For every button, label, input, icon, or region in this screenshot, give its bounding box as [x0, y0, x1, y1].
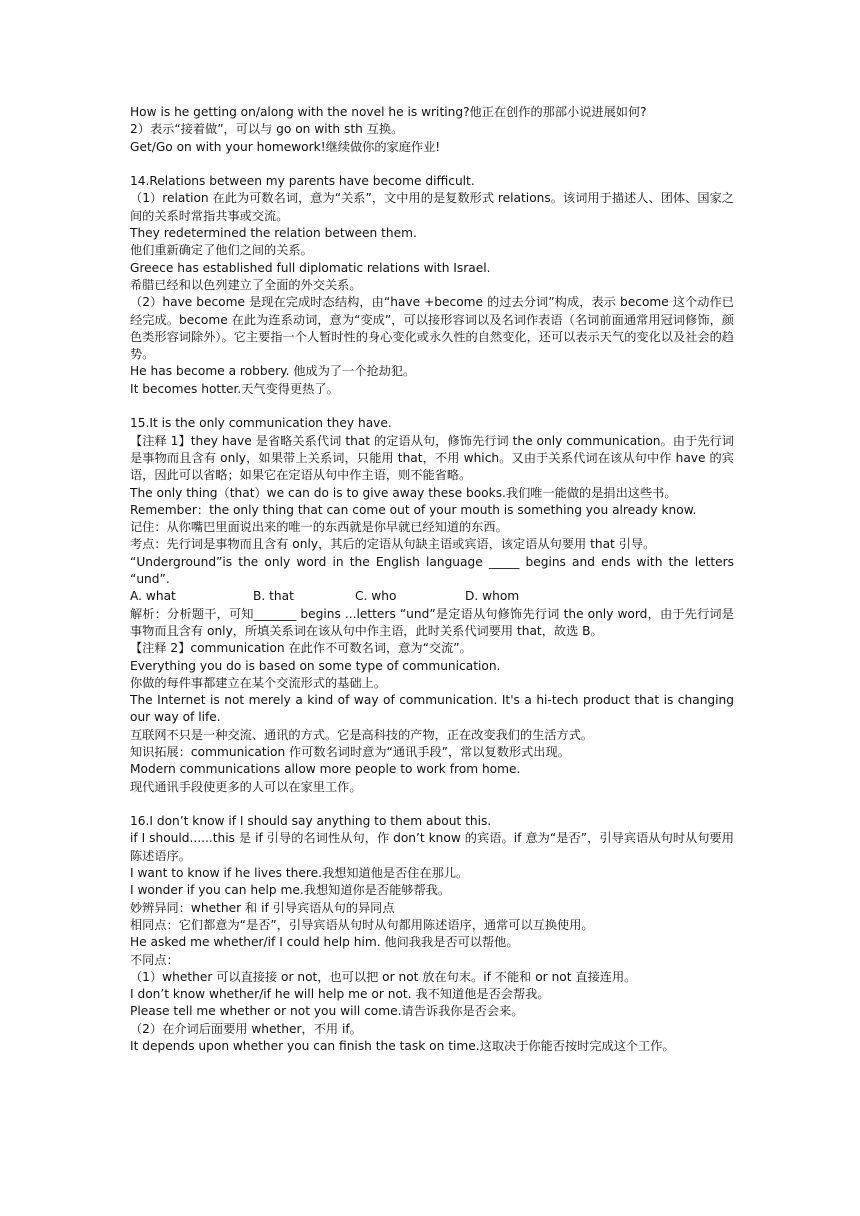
- text-paragraph: （2）have become 是现在完成时态结构，由“have +become 的过去分词”构成，表示 become 这个动作已经完成。become 在此为连系动词，意为“变成”，可以接形容词以及名词作表语（名词前面通常用冠词修饰，颜色类形容词除外）。它主要指一个人暂时性的身心变化或永久性的自然变化，还可以表示天气的变化以及社会的趋势。: [130, 295, 734, 362]
- text-line: It depends upon whether you can finish the task on time.这取决于你能否按时完成这个工作。: [130, 1039, 675, 1054]
- text-line: 不同点：: [130, 952, 179, 967]
- text-line: （2）在介词后面要用 whether，不用 if。: [130, 1021, 362, 1036]
- section-heading-16: 16.I don’t know if I should say anything to them about this.: [130, 814, 492, 829]
- text-line: （1）whether 可以直接接 or not，也可以把 or not 放在句末。if 不能和 or not 直接连用。: [130, 969, 637, 984]
- text-line: 互联网不只是一种交流、通讯的方式。它是高科技的产物，正在改变我们的生活方式。: [130, 727, 594, 742]
- option-d: D. whom: [465, 589, 520, 604]
- text-line: I want to know if he lives there.我想知道他是否住在那儿。: [130, 866, 469, 881]
- text-line: I wonder if you can help me.我想知道你是否能够帮我。: [130, 883, 451, 898]
- text-line: 你做的每件事都建立在某个交流形式的基础上。: [130, 675, 386, 690]
- text-line: 希腊已经和以色列建立了全面的外交关系。: [130, 277, 362, 292]
- text-paragraph: （1）relation 在此为可数名词，意为“关系”，文中用的是复数形式 relations。该词用于描述人、团体、国家之间的关系时常指共事或交流。: [130, 191, 734, 223]
- text-line: Please tell me whether or not you will come.请告诉我你是否会来。: [130, 1004, 524, 1019]
- option-c: C. who: [355, 589, 397, 604]
- text-line: Modern communications allow more people to work from home.: [130, 762, 521, 777]
- option-a: A. what: [130, 589, 176, 604]
- text-line: 记住：从你嘴巴里面说出来的唯一的东西就是你早就已经知道的东西。: [130, 520, 508, 535]
- text-line: 相同点：它们都意为“是否”，引导宾语从句时从句都用陈述语序，通常可以互换使用。: [130, 917, 594, 932]
- document-body: [130, 104, 734, 1055]
- text-line: 现代通讯手段使更多的人可以在家里工作。: [130, 779, 362, 794]
- text-paragraph: 解析：分析题干，可知_______ begins ...letters “und”是定语从句修饰先行词 the only word，由于先行词是事物而且含有 only，所填关系词在该从句中作主语，此时关系代词要用 that，故选 B。: [130, 606, 734, 638]
- option-b: B. that: [253, 589, 294, 604]
- text-line: Get/Go on with your homework!继续做你的家庭作业!: [130, 139, 441, 154]
- text-line: Remember：the only thing that can come out of your mouth is something you already know.: [130, 502, 697, 517]
- section-heading-15: 15.It is the only communication they have.: [130, 416, 392, 431]
- text-line: He asked me whether/if I could help him. 他问我我是否可以帮他。: [130, 935, 519, 950]
- text-line: 妙辨异同：whether 和 if 引导宾语从句的异同点: [130, 900, 395, 915]
- text-paragraph: 考点：先行词是事物而且含有 only，其后的定语从句缺主语或宾语，该定语从句要用 that 引导。: [130, 537, 656, 552]
- question-stem: “Underground”is the only word in the English language _____ begins and ends with the letters “und”.: [130, 554, 734, 587]
- text-paragraph: 【注释 1】they have 是省略关系代词 that 的定语从句，修饰先行词 the only communication。由于先行词是事物而且含有 only，如果带上关系词，只能用 that，不用 which。又由于关系代词在该从句中作 have 的宾语，因此可以省略；如果它在定语从句中作主语，则不能省略。: [130, 433, 734, 483]
- text-line: The only thing（that）we can do is to give away these books.我们唯一能做的是捐出这些书。: [130, 485, 677, 500]
- blank-line: [130, 156, 734, 173]
- text-line: 知识拓展：communication 作可数名词时意为“通讯手段”，常以复数形式出现。: [130, 744, 570, 759]
- text-paragraph: if I should......this 是 if 引导的名词性从句，作 don’t know 的宾语。if 意为“是否”，引导宾语从句时从句要用陈述语序。: [130, 831, 734, 863]
- text-paragraph: The Internet is not merely a kind of way of communication. It's a hi-tech product that is changing our way of life.: [130, 693, 734, 725]
- text-line: Everything you do is based on some type of communication.: [130, 658, 501, 673]
- text-line: How is he getting on/along with the novel he is writing?他正在创作的那部小说进展如何?: [130, 105, 647, 119]
- blank-line: [130, 796, 734, 813]
- text-line: He has become a robbery. 他成为了一个抢劫犯。: [130, 364, 416, 379]
- text-line: Greece has established full diplomatic relations with Israel.: [130, 260, 491, 275]
- text-line: I don’t know whether/if he will help me or not. 我不知道他是否会帮我。: [130, 987, 550, 1002]
- text-line: It becomes hotter.天气变得更热了。: [130, 381, 339, 396]
- text-line: 他们重新确定了他们之间的关系。: [130, 243, 313, 258]
- text-line: 【注释 2】communication 在此作不可数名词，意为“交流”。: [130, 641, 472, 656]
- text-line: 2）表示“接着做”，可以与 go on with sth 互换。: [130, 122, 404, 137]
- blank-line: [130, 398, 734, 415]
- text-line: They redetermined the relation between them.: [130, 226, 417, 241]
- answer-options: [130, 588, 734, 605]
- section-heading-14: 14.Relations between my parents have become difficult.: [130, 174, 475, 189]
